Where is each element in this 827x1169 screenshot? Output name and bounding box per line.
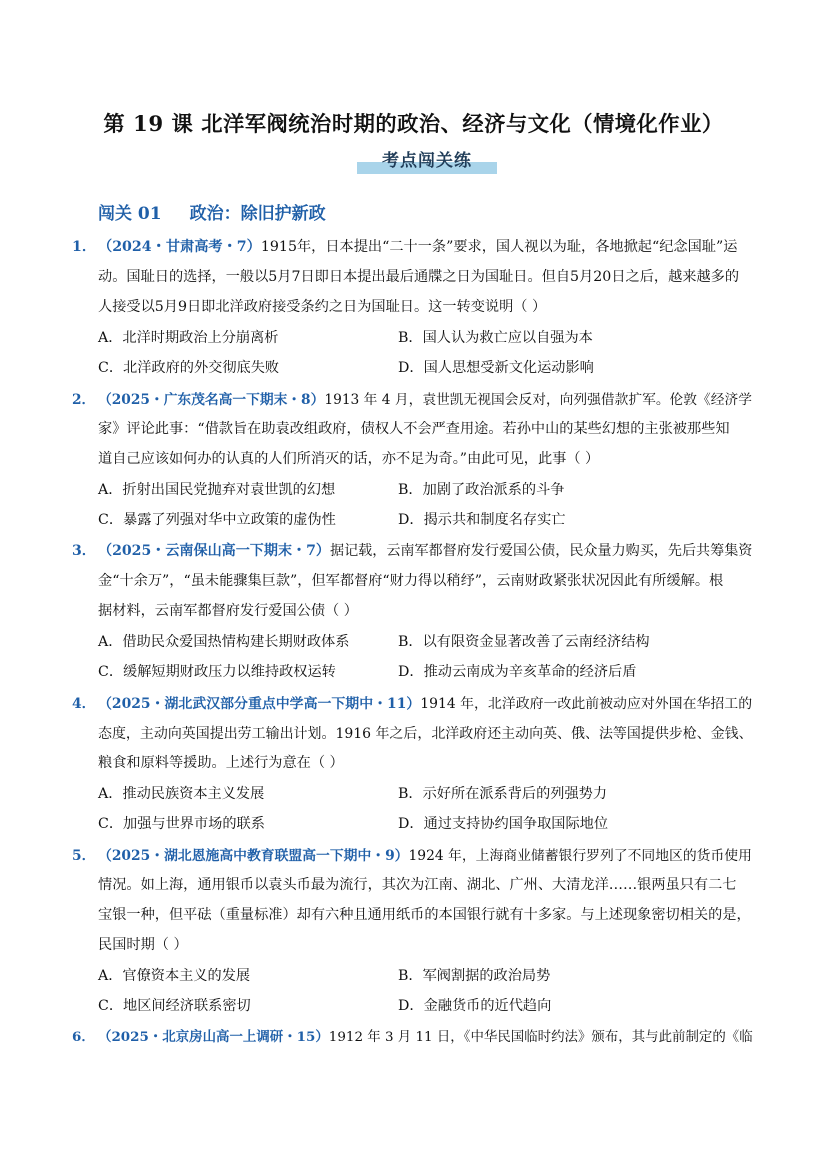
question-1-option-a[interactable]: A．北洋时期政治上分崩离析: [98, 330, 279, 346]
section-heading: [98, 199, 326, 224]
question-source: （2025・云南保山高一下期末・7）: [98, 543, 330, 559]
question-2-line-3: 道自己应该如何办的认真的人们所消灭的话，亦不足为奇。”由此可见，此事（ ）: [98, 451, 600, 467]
question-number: 2．: [72, 392, 96, 408]
section-banner: [357, 146, 497, 176]
page-title: 第 19 课 北洋军阀统治时期的政治、经济与文化（情境化作业）: [103, 112, 724, 137]
question-4-line-1: 4． （2025・湖北武汉部分重点中学高一下期中・11）1914 年，北洋政府一改此前被动应对外国在华招工的: [98, 692, 752, 712]
question-4-option-b[interactable]: B．示好所在派系背后的列强势力: [398, 786, 608, 802]
question-5-line-2: 情况。如上海，通用银币以袁头币最为流行，其次为江南、湖北、广州、大清龙洋……银两虽只有二七: [98, 877, 737, 893]
question-5-option-a[interactable]: A．官僚资本主义的发展: [98, 968, 251, 984]
question-5-option-c[interactable]: C．地区间经济联系密切: [98, 998, 251, 1014]
question-5-line-1: 5． （2025・湖北恩施高中教育联盟高一下期中・9）1924 年，上海商业储蓄银行罗列了不同地区的货币使用: [98, 844, 752, 864]
question-5-line-4: 民国时期（ ）: [98, 937, 188, 953]
question-2-option-d[interactable]: D．揭示共和制度名存实亡: [398, 512, 566, 528]
question-number: 4．: [72, 696, 96, 712]
question-5-option-b[interactable]: B．军阀割据的政治局势: [398, 968, 551, 984]
question-3-line-3: 据材料，云南军都督府发行爱国公债（ ）: [98, 603, 358, 619]
question-source: （2025・广东茂名高一下期末・8）: [98, 392, 325, 408]
question-4-line-2: 态度，主动向英国提出劳工输出计划。1916 年之后，北洋政府还主动向英、俄、法等国提供步枪、金钱、: [98, 726, 753, 742]
question-1-line-2: 动。国耻日的选择，一般以5月7日即日本提出最后通牒之日为国耻日。但自5月20日之后，越来越多的: [98, 269, 740, 285]
question-2-option-c[interactable]: C．暴露了列强对华中立政策的虚伪性: [98, 512, 336, 528]
question-3-option-d[interactable]: D．推动云南成为辛亥革命的经济后盾: [398, 664, 637, 680]
question-4-line-3: 粮食和原料等援助。上述行为意在（ ）: [98, 755, 344, 771]
question-1-line-3: 人接受以5月9日即北洋政府接受条约之日为国耻日。这一转变说明（ ）: [98, 299, 547, 315]
question-2-option-b[interactable]: B．加剧了政治派系的斗争: [398, 482, 565, 498]
question-1-line-1: 1． （2024・甘肃高考・7）1915年，日本提出“二十一条”要求，国人视以为耻，各地掀起“纪念国耻”运: [98, 236, 737, 256]
question-1-option-d[interactable]: D．国人思想受新文化运动影响: [398, 360, 594, 376]
question-3-option-b[interactable]: B．以有限资金显著改善了云南经济结构: [398, 634, 650, 650]
question-3-line-2: 金“十余万”，“虽未能骤集巨款”，但军都督府“财力得以稍纾”，云南财政紧张状况因此有所缓解。根: [98, 573, 724, 589]
question-number: 5．: [72, 848, 96, 864]
question-source: （2024・甘肃高考・7）: [98, 239, 261, 255]
question-1-option-b[interactable]: B．国人认为救亡应以自强为本: [398, 330, 593, 346]
question-5-line-3: 宝银一种，但平砝（重量标准）却有六种且通用纸币的本国银行就有十多家。与上述现象密切相关的是，: [98, 907, 751, 923]
question-1-option-c[interactable]: C．北洋政府的外交彻底失败: [98, 360, 280, 376]
section-name: 政治：除旧护新政: [189, 204, 326, 224]
question-4-option-a[interactable]: A．推动民族资本主义发展: [98, 786, 265, 802]
question-6-line-1: 6． （2025・北京房山高一上调研・15）1912 年 3 月 11 日，《中华民国临时约法》颁布，其与此前制定的《临: [98, 1026, 753, 1045]
question-4-option-c[interactable]: C．加强与世界市场的联系: [98, 816, 265, 832]
question-source: （2025・北京房山高一上调研・15）: [98, 1029, 329, 1045]
question-source: （2025・湖北武汉部分重点中学高一下期中・11）: [98, 696, 421, 712]
question-5-option-d[interactable]: D．金融货币的近代趋向: [398, 998, 552, 1014]
question-number: 6．: [72, 1029, 95, 1045]
question-2-line-2: 家》评论此事：“借款旨在助袁改组政府，债权人不会严查用途。若孙中山的某些幻想的主张被那些知: [98, 421, 730, 437]
question-4-option-d[interactable]: D．通过支持协约国争取国际地位: [398, 816, 609, 832]
question-source: （2025・湖北恩施高中教育联盟高一下期中・9）: [98, 848, 409, 864]
question-3-line-1: 3． （2025・云南保山高一下期末・7）据记载，云南军都督府发行爱国公债，民众量力购买，先后共筹集资: [98, 540, 752, 560]
question-3-option-c[interactable]: C．缓解短期财政压力以维持政权运转: [98, 664, 336, 680]
question-3-option-a[interactable]: A．借助民众爱国热情构建长期财政体系: [98, 634, 350, 650]
question-2-option-a[interactable]: A．折射出国民党抛弃对袁世凯的幻想: [98, 482, 336, 498]
banner-text: 考点闯关练: [382, 151, 472, 171]
question-2-line-1: 2． （2025・广东茂名高一下期末・8）1913 年 4 月，袁世凯无视国会反对，向列强借款扩军。伦敦《经济学: [98, 388, 752, 408]
section-label: 闯关 01: [98, 204, 162, 224]
question-number: 3．: [72, 543, 96, 559]
question-number: 1．: [72, 239, 97, 255]
